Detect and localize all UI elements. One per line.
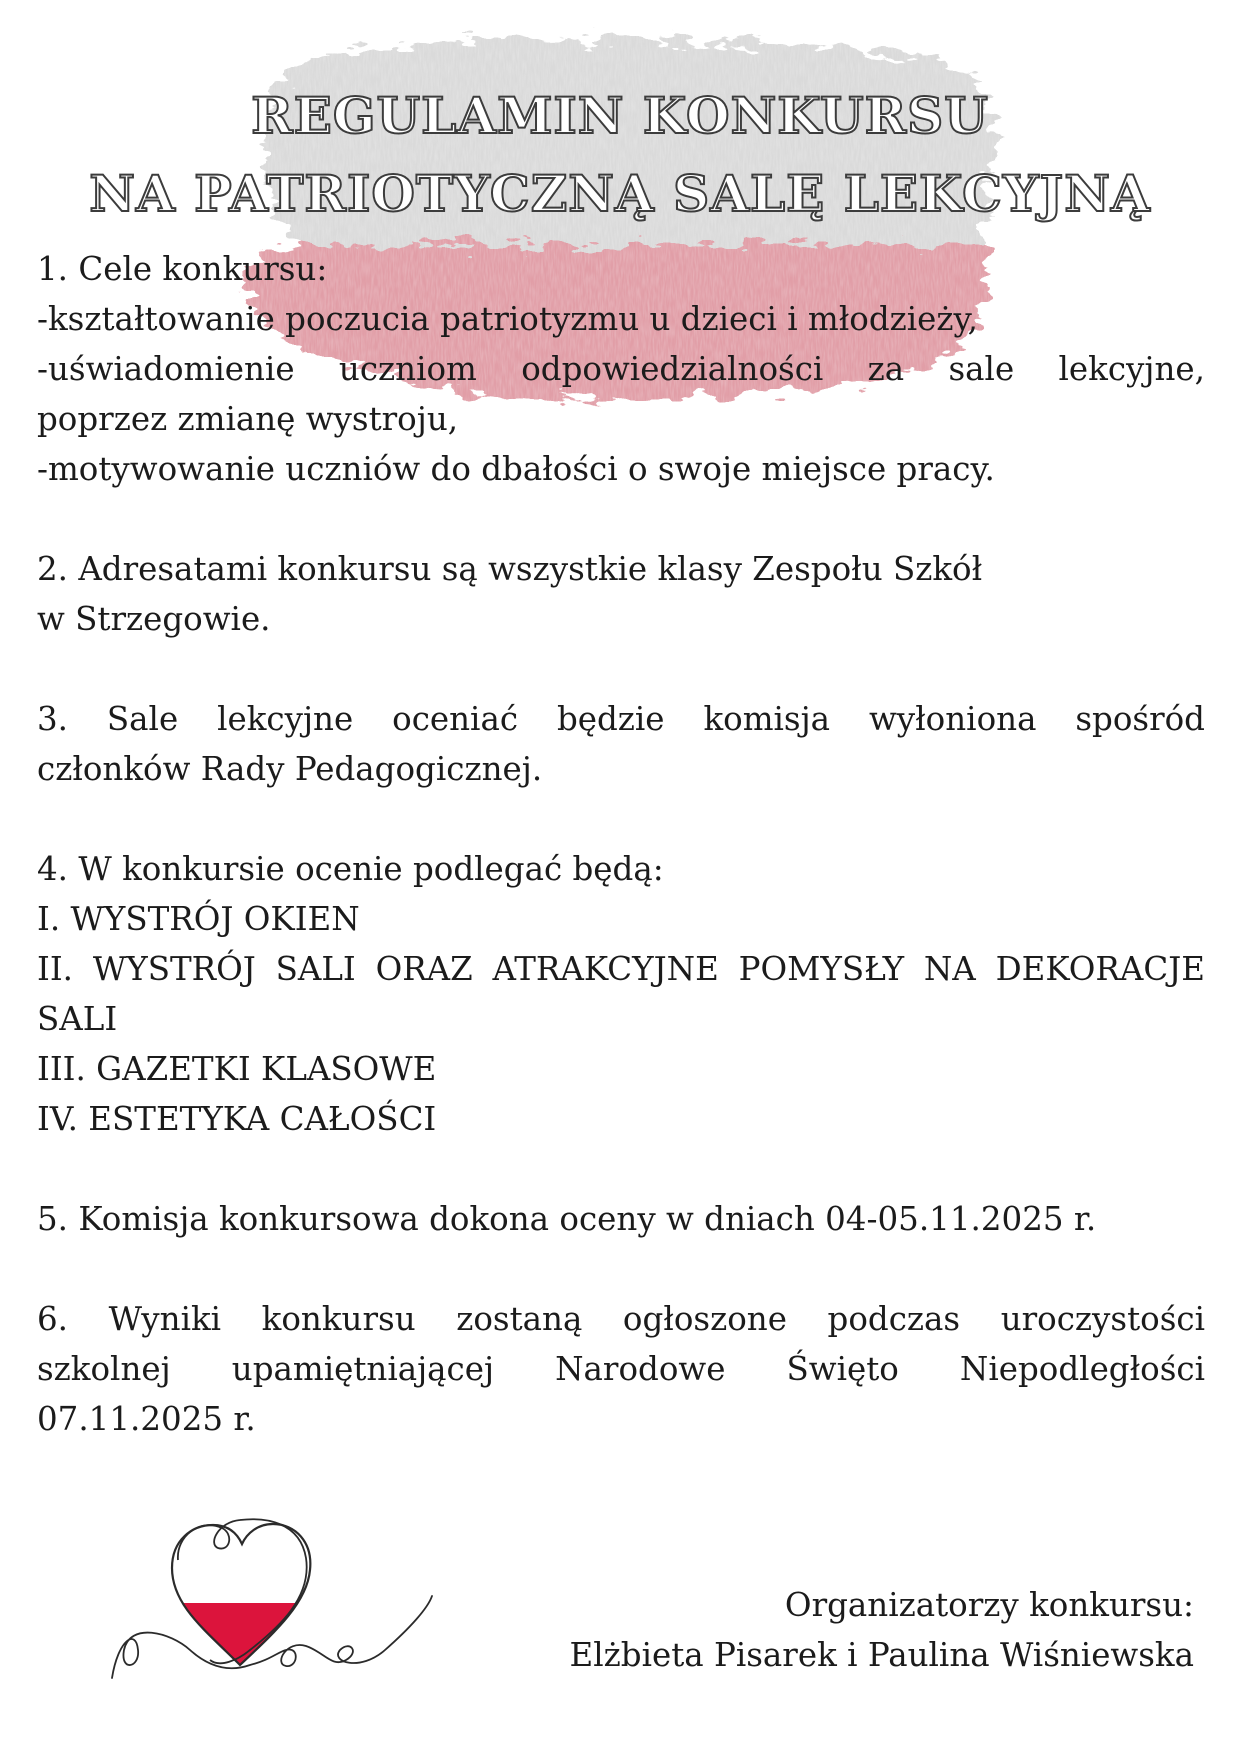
spacer xyxy=(37,1244,1205,1294)
section-4-heading: 4. W konkursie ocenie podlegać będą: xyxy=(37,850,664,888)
spacer xyxy=(37,494,1205,544)
section-6-line-3: 07.11.2025 r. xyxy=(37,1400,256,1438)
section-2-line-1: 2. Adresatami konkursu są wszystkie klasy Zespołu Szkół xyxy=(37,550,983,588)
section-4-item-4: IV. ESTETYKA CAŁOŚCI xyxy=(37,1100,437,1138)
heart-flag-icon xyxy=(110,1500,490,1680)
regulations-content xyxy=(37,244,1205,1444)
section-4-item-2-line-2: SALI xyxy=(37,1000,118,1038)
section-1-item-2-line-2: poprzez zmianę wystroju, xyxy=(37,400,459,438)
spacer xyxy=(37,794,1205,844)
section-1-item-3: -motywowanie uczniów do dbałości o swoje miejsce pracy. xyxy=(37,450,995,488)
page-title-line-1: REGULAMIN KONKURSU xyxy=(251,86,989,145)
section-4-item-3: III. GAZETKI KLASOWE xyxy=(37,1050,437,1088)
section-6-line-2: szkolnej upamiętniającej Narodowe Święto Niepodległości xyxy=(37,1350,1205,1388)
organizers-block xyxy=(570,1580,1194,1680)
page-title-line-2: NA PATRIOTYCZNĄ SALĘ LEKCYJNĄ xyxy=(89,164,1151,223)
section-4-item-1: I. WYSTRÓJ OKIEN xyxy=(37,900,360,938)
section-3-line-1: 3. Sale lekcyjne oceniać będzie komisja wyłoniona spośród xyxy=(37,700,1205,738)
organizers-names: Elżbieta Pisarek i Paulina Wiśniewska xyxy=(569,1636,1194,1674)
section-1-heading: 1. Cele konkursu: xyxy=(37,250,328,288)
section-3-line-2: członków Rady Pedagogicznej. xyxy=(37,750,543,788)
heart-red-half xyxy=(150,1603,350,1680)
section-5-line-1: 5. Komisja konkursowa dokona oceny w dniach 04-05.11.2025 r. xyxy=(37,1200,1097,1238)
spacer xyxy=(37,644,1205,694)
heart-white-half xyxy=(150,1500,350,1603)
section-6-line-1: 6. Wyniki konkursu zostaną ogłoszone podczas uroczystości xyxy=(37,1300,1205,1338)
section-2-line-2: w Strzegowie. xyxy=(37,600,271,638)
section-4-item-2-line-1: II. WYSTRÓJ SALI ORAZ ATRAKCYJNE POMYSŁY NA DEKORACJE xyxy=(37,950,1205,988)
section-1-item-2-line-1: -uświadomienie uczniom odpowiedzialności za sale lekcyjne, xyxy=(37,350,1205,388)
section-1-item-1: -kształtowanie poczucia patriotyzmu u dzieci i młodzieży, xyxy=(37,300,978,338)
organizers-label: Organizatorzy konkursu: xyxy=(784,1586,1194,1624)
spacer xyxy=(37,1144,1205,1194)
